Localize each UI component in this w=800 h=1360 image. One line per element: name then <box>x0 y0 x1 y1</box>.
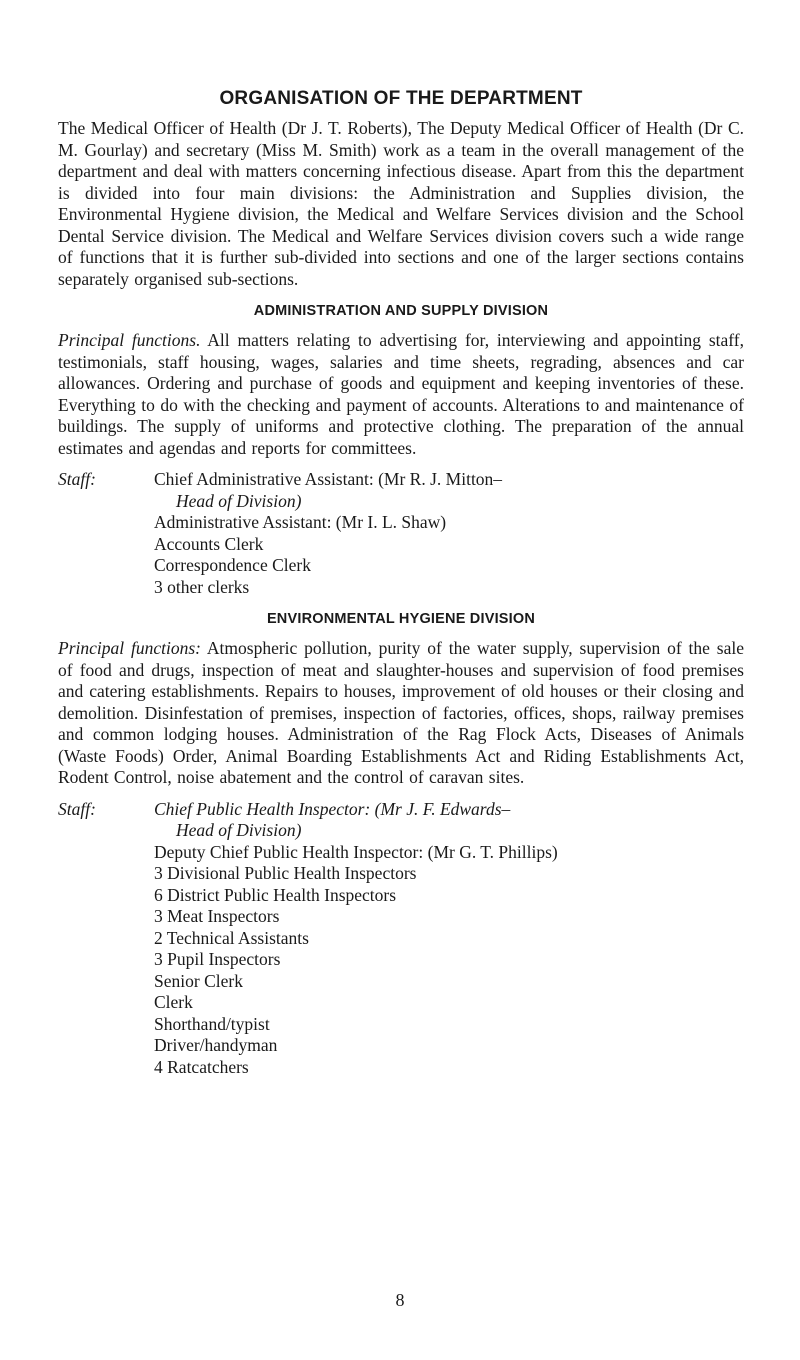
env-staff-section <box>58 799 744 1079</box>
admin-functions-text: All matters relating to advertising for, interviewing and appointing staff, testimonials, staff housing, wages, salaries and time sheets, regrading, absences and car allowances. Ordering and purchase of goods and equipment and keeping inventories of these. Everything to do with the checking and payment of accounts. Alterations to and maintenance of buildings. The supply of uniforms and protective clothing. The preparation of the annual estimates and agendas and reports for committees. <box>58 330 744 458</box>
env-staff-item: 2 Technical Assistants <box>154 927 309 948</box>
env-staff-head: Chief Public Health Inspector: (Mr J. F. Edwards– <box>154 798 511 819</box>
page-number: 8 <box>395 1290 405 1310</box>
env-functions-paragraph <box>58 638 744 789</box>
env-staff-item: 3 Pupil Inspectors <box>154 949 281 969</box>
admin-staff-head-cont: Head of Division) <box>176 490 302 511</box>
admin-staff-item: Correspondence Clerk <box>154 555 311 575</box>
env-staff-item: Clerk <box>154 992 193 1012</box>
admin-staff-item: Accounts Clerk <box>154 533 264 554</box>
admin-staff-item: 3 other clerks <box>154 576 250 597</box>
intro-paragraph: The Medical Officer of Health (Dr J. T. Roberts), The Deputy Medical Officer of Health (Dr C. M. Gourlay) and secretary (Miss M. Smith) work as a team in the overall management of the department and deal with matters concerning infectious disease. Apart from this the department is divided into four main divisions: the Administration and Supplies division, the Environmental Hygiene division, the Medical and Welfare Services division and the School Dental Service division. The Medical and Welfare Services division covers such a wide range of functions that it is further sub-divided into sections and one of the larger sections contains separately organised sub-sections. <box>58 118 744 289</box>
env-staff-head-cont: Head of Division) <box>176 820 302 840</box>
env-staff-item: 4 Ratcatchers <box>154 1056 249 1077</box>
admin-division-heading: ADMINISTRATION AND SUPPLY DIVISION <box>253 303 549 319</box>
admin-staff-list <box>154 469 744 598</box>
admin-staff-label: Staff: <box>58 469 96 489</box>
admin-staff-head: Chief Administrative Assistant: (Mr R. J. Mitton– <box>154 469 503 489</box>
admin-staff-section <box>58 469 744 598</box>
admin-functions-paragraph <box>58 330 744 459</box>
admin-staff-item: Administrative Assistant: (Mr I. L. Shaw) <box>154 512 447 532</box>
env-staff-item: Shorthand/typist <box>154 1013 270 1034</box>
env-staff-item: 3 Divisional Public Health Inspectors <box>154 863 417 883</box>
env-functions-label: Principal functions: <box>58 638 201 658</box>
env-staff-item: 3 Meat Inspectors <box>154 906 280 926</box>
env-staff-item: 6 District Public Health Inspectors <box>154 884 397 905</box>
env-functions-text: Atmospheric pollution, purity of the water supply, supervision of the sale of food and drugs, inspection of meat and slaughter-houses and supervision of food premises and catering establishments. Repairs to houses, improvement of old houses or their closing and demolition. Disinfestation of premises, inspection of factories, offices, shops, railway premises and common lodging houses. Administration of the Rag Flock Acts, Diseases of Animals (Waste Foods) Order, Animal Boarding Establishments Act and Riding Establishments Act, Rodent Control, noise abatement and the control of caravan sites. <box>58 638 744 787</box>
env-staff-list <box>154 799 744 1079</box>
env-staff-item: Deputy Chief Public Health Inspector: (Mr G. T. Phillips) <box>154 841 558 862</box>
env-staff-label: Staff: <box>58 798 96 819</box>
admin-functions-label: Principal functions. <box>58 330 201 350</box>
env-staff-item: Driver/handyman <box>154 1035 278 1055</box>
env-staff-item: Senior Clerk <box>154 970 243 991</box>
document-page <box>58 86 744 1088</box>
env-division-heading: ENVIRONMENTAL HYGIENE DIVISION <box>266 611 536 627</box>
page-title: ORGANISATION OF THE DEPARTMENT <box>219 88 583 109</box>
